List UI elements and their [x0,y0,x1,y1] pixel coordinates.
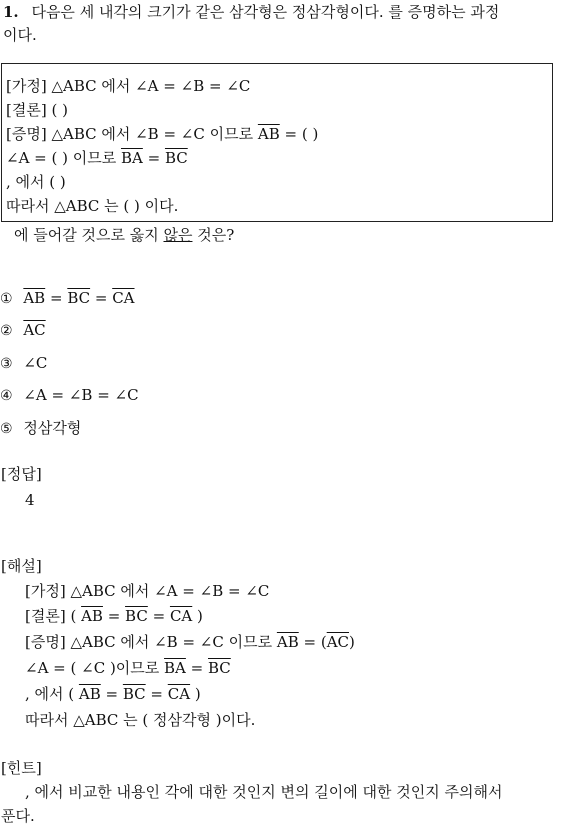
exp-l4-eq: = [185,659,208,677]
equals-sign: = [142,149,165,167]
exp-l3-seg-ac: $\overline{AC}$ [326,633,350,651]
explanation-line-5 [25,684,201,704]
segment-ba: $\overline{BA}$ [120,149,143,167]
answer-label: [정답] [1,465,42,483]
exp-l2-seg-ca: $\overline{CA}$ [169,607,193,625]
exp-l5-end: ) [190,685,201,703]
exp-l5-seg-bc: $\overline{BC}$ [122,685,146,703]
explanation-label: [해설] [1,557,42,575]
question-line-1 [3,2,499,22]
choice-1-mark: ① [0,291,13,307]
choice-3-text: ∠C [23,354,48,372]
exp-l3-end: ) [349,633,355,651]
proof-conclusion: [결론] ( ) [6,101,68,119]
answer-value: 4 [25,491,35,509]
choice-5-mark: ⑤ [0,421,13,437]
choice-4[interactable] [0,385,139,406]
choice-1-seg-bc: $\overline{BC}$ [67,289,91,307]
choice-5[interactable] [0,418,81,439]
exp-l4-seg-ba: $\overline{BA}$ [164,659,186,677]
prompt-end: 것은? [192,226,235,244]
exp-l4-start: ∠A = ( ∠C )이므로 [25,659,165,677]
choice-5-text: 정삼각형 [23,419,82,437]
exp-l2-start: [결론] ( [25,607,82,625]
choice-1[interactable] [0,288,135,309]
proof-line-3 [6,124,318,144]
prompt-text: 에 들어갈 것으로 옳지 [14,226,164,244]
choice-4-mark: ④ [0,388,13,404]
choice-1-eq2: = [90,289,113,307]
exp-l5-seg-ab: $\overline{AB}$ [78,685,101,703]
question-number: 1. [3,3,19,21]
proof-line-3-text: [증명] △ABC 에서 ∠B = ∠C 이므로 [6,125,258,143]
proof-line-3-end: = ( ) [279,125,319,143]
hint-label: [힌트] [1,759,42,777]
exp-l2-seg-bc: $\overline{BC}$ [125,607,148,625]
proof-line-5: , 에서 ( ) [6,173,66,191]
exp-l5-start: , 에서 ( [25,685,79,703]
exp-l2-eq2: = [147,607,170,625]
choice-3[interactable] [0,353,47,374]
question-line-2: 이다. [3,26,37,44]
exp-l3-seg-ab: $\overline{AB}$ [276,633,299,651]
segment-bc: $\overline{BC}$ [164,149,188,167]
exp-l5-seg-ca: $\overline{CA}$ [167,685,191,703]
proof-assumption: [가정] △ABC 에서 ∠A = ∠B = ∠C [6,77,251,95]
exp-l5-eq2: = [145,685,168,703]
exp-l3-start: [증명] △ABC 에서 ∠B = ∠C 이므로 [25,633,277,651]
exp-l4-seg-bc: $\overline{BC}$ [208,659,231,677]
proof-line-4-text: ∠A = ( ) 이므로 [6,149,121,167]
proof-line-4 [6,148,188,168]
exp-l3-eq: = ( [298,633,327,651]
segment-ab: $\overline{AB}$ [257,125,280,143]
choice-1-seg-ca: $\overline{CA}$ [112,289,135,307]
hint-line-1: , 에서 비교한 내용인 각에 대한 것인지 변의 길이에 대한 것인지 주의해서 [25,783,503,801]
exp-l5-eq1: = [100,685,123,703]
choice-2-seg-ac: $\overline{AC}$ [23,321,46,339]
prompt-emphasis: 않은 [163,226,193,244]
choice-1-seg-ab: $\overline{AB}$ [23,289,46,307]
exp-l2-eq1: = [102,607,126,625]
hint-line-2: 푼다. [1,807,35,825]
question-text-1: 다음은 세 내각의 크기가 같은 삼각형은 정삼각형이다. 를 증명하는 과정 [31,3,500,21]
question-prompt [14,225,234,245]
explanation-conclusion [25,606,203,626]
explanation-assumption: [가정] △ABC 에서 ∠A = ∠B = ∠C [25,582,270,600]
choice-3-mark: ③ [0,356,13,372]
choice-2-mark: ② [0,323,13,339]
exp-l2-seg-ab: $\overline{AB}$ [81,607,103,625]
explanation-line-6: 따라서 △ABC 는 ( 정삼각형 )이다. [25,711,256,729]
choice-4-text: ∠A = ∠B = ∠C [23,386,139,404]
proof-line-6: 따라서 △ABC 는 ( ) 이다. [6,197,179,215]
choice-2[interactable] [0,320,46,341]
exp-l2-end: ) [192,607,203,625]
explanation-line-4 [25,658,231,678]
choice-1-eq1: = [45,289,68,307]
explanation-proof [25,632,355,652]
